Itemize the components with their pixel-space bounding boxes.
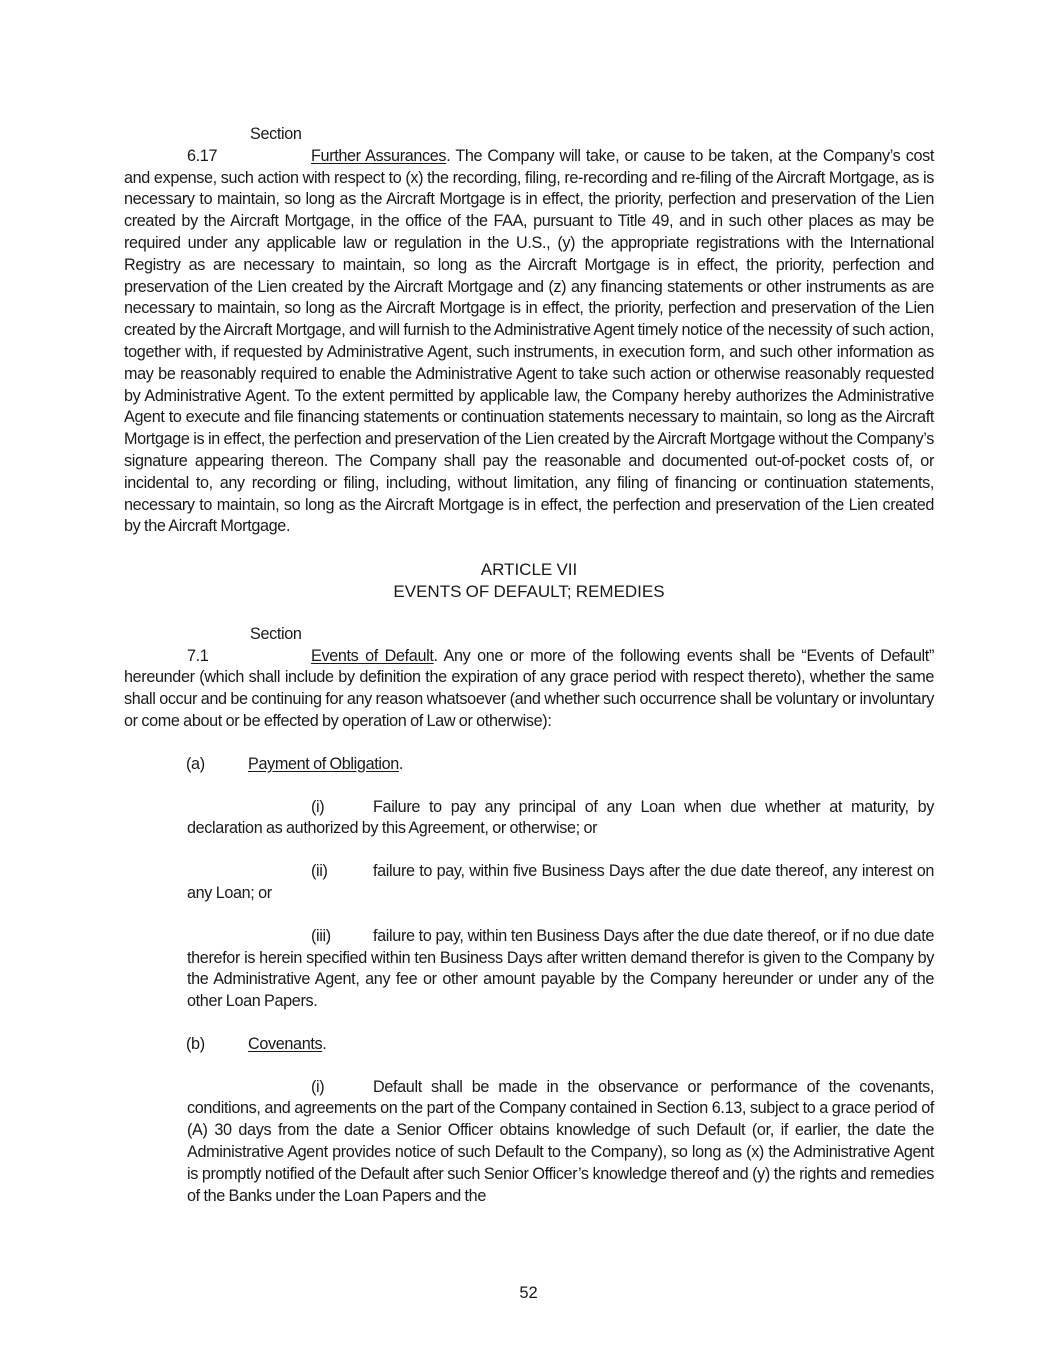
item-text: Failure to pay any principal of any Loan when due whether at maturity, by declaration as authorized by this Agreement, or otherwise; or xyxy=(187,797,934,838)
item-label: (i) xyxy=(311,1077,325,1096)
section-title: Events of Default xyxy=(311,646,434,665)
item-label: (i) xyxy=(311,797,325,816)
item-text: Default shall be made in the observance or performance of the covenants, conditions, and agreements on the part of the Company contained in Section 6.13, subject to a grace period of (A) 30 days from the date a Senior Officer obtains knowledge of such Default (or, if earlier, the date the Administrative Agent provides notice of such Default to the Company), so long as (x) the Administrative Agent is promptly notified of the Default after such Senior Officer’s knowledge thereof and (y) the rights and remedies of the Banks under the Loan Papers and the xyxy=(187,1077,934,1205)
item-label: (ii) xyxy=(311,862,328,881)
page-number: 52 xyxy=(519,1284,538,1302)
clause-label: (b) xyxy=(186,1034,205,1053)
section-body: . The Company will take, or cause to be taken, at the Company’s cost and expense, such action with respect to (x) the recording, filing, re-recording and re-filing of the Aircraft Mortgage, as is necessary to maintain, so long as the Aircraft Mortgage is in effect, the priority, perfection and preservation of the Lien created by the Aircraft Mortgage, in the office of the FAA, pursuant to Title 49, and in such other places as may be required under any applicable law or regulation in the U.S., (y) the appropriate registrations with the International Registry as are necessary to maintain, so long as the Aircraft Mortgage is in effect, the priority, perfection and preservation of the Lien created by the Aircraft Mortgage and (z) any financing statements or other instruments as are necessary to maintain, so long as the Aircraft Mortgage is in effect, the priority, perfection and preservation of the Lien created by the Aircraft Mortgage, and will furnish to the Administrative Agent timely notice of the necessity of such action, together with, if requested by Administrative Agent, such instruments, in execution form, and such other information as may be reasonably required to enable the Administrative Agent to take such action or otherwise reasonably requested by Administrative Agent. To the extent permitted by applicable law, the Company hereby authorizes the Administrative Agent to execute and file financing statements or continuation statements necessary to maintain, so long as the Aircraft Mortgage is in effect, the perfection and preservation of the Lien created by the Aircraft Mortgage without the Company’s signature appearing thereon. The Company shall pay the reasonable and documented out-of-pocket costs of, or incidental to, any recording or filing, including, without limitation, any filing of financing or continuation statements, necessary to maintain, so long as the Aircraft Mortgage is in effect, the perfection and preservation of the Lien created by the Aircraft Mortgage. xyxy=(124,146,934,536)
clause-label: (a) xyxy=(186,754,205,773)
clause-item xyxy=(187,926,934,1013)
section-number: Section 6.17 xyxy=(187,125,302,165)
clause-title: Covenants xyxy=(248,1034,323,1053)
article-title: EVENTS OF DEFAULT; REMEDIES xyxy=(393,581,665,601)
clause-title: Payment of Obligation xyxy=(248,754,399,773)
clause-item xyxy=(187,797,934,841)
section-number: Section 7.1 xyxy=(187,624,302,665)
clause-item xyxy=(187,1077,934,1208)
item-text: failure to pay, within five Business Days after the due date thereof, any interest on any Loan; or xyxy=(187,862,934,902)
section-body: . Any one or more of the following events shall be “Events of Default” hereunder (which shall include by definition the expiration of any grace period with respect thereto), whether the same shall occur and be continuing for any reason whatsoever (and whether such occurrence shall be voluntary or involuntary or come about or be effected by operation of Law or otherwise): xyxy=(124,646,934,730)
section-7-1-paragraph xyxy=(124,624,934,733)
section-6-17-paragraph xyxy=(124,124,934,538)
clause-a: (a) Payment of Obligation. xyxy=(124,754,934,776)
item-text: failure to pay, within ten Business Days after the due date thereof, or if no due date therefor is herein specified within ten Business Days after written demand therefor is given to the Company by the Administrative Agent, any fee or other amount payable by the Company hereunder or under any of the other Loan Papers. xyxy=(187,926,934,1011)
section-title: Further Assurances xyxy=(311,146,447,165)
item-label: (iii) xyxy=(311,926,331,945)
clause-b: (b) Covenants. xyxy=(124,1034,934,1056)
document-page xyxy=(124,124,934,1207)
clause-item xyxy=(187,861,934,905)
article-heading xyxy=(124,559,934,603)
clause-a-items xyxy=(124,797,934,1013)
clause-b-items xyxy=(124,1077,934,1208)
article-number: ARTICLE VII xyxy=(480,560,578,580)
